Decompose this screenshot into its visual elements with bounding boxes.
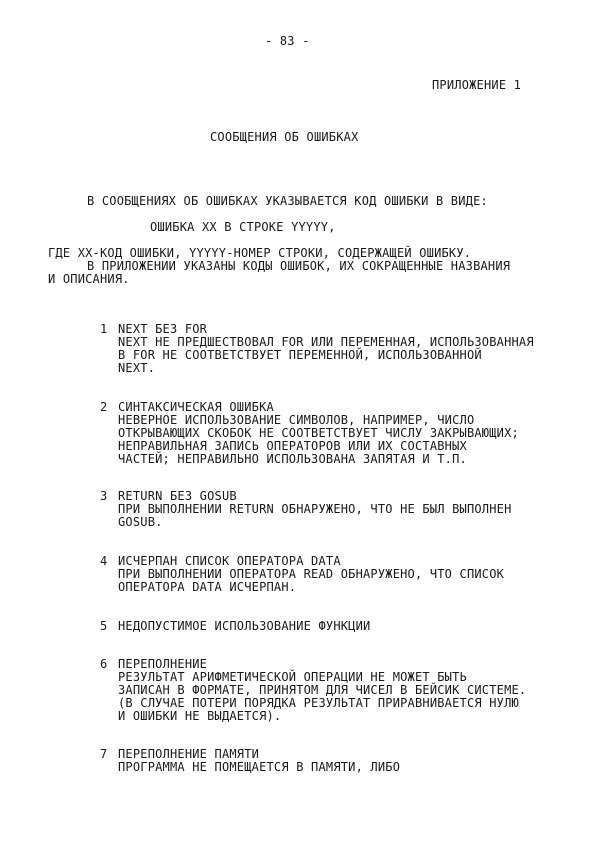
description-line: NEXT. [118,361,156,375]
description-line: В FOR НЕ СООТВЕТСТВУЕТ ПЕРЕМЕННОЙ, ИСПОЛЬЗОВАННОЙ [118,348,482,362]
error-name: СИНТАКСИЧЕСКАЯ ОШИБКА [118,400,274,414]
error-description [118,671,548,723]
page-number: - 83 - [265,34,310,48]
description-line: NEXT НЕ ПРЕДШЕСТВОВАЛ FOR ИЛИ ПЕРЕМЕННАЯ, ИСПОЛЬЗОВАННАЯ [118,335,534,349]
error-code: 2 [100,400,108,414]
error-description [118,336,548,375]
description-line: GOSUB. [118,515,163,529]
appendix-label: ПРИЛОЖЕНИЕ 1 [432,78,522,92]
description-line: И ОШИБКИ НЕ ВЫДАЕТСЯ). [118,709,282,723]
description-line: ОПЕРАТОРА DATA ИСЧЕРПАН. [118,580,297,594]
intro-line: В СООБЩЕНИЯХ ОБ ОШИБКАХ УКАЗЫВАЕТСЯ КОД ОШИБКИ В ВИДЕ: [87,194,488,208]
intro-line: В ПРИЛОЖЕНИИ УКАЗАНЫ КОДЫ ОШИБОК, ИХ СОКРАЩЕННЫЕ НАЗВАНИЯ [87,259,511,273]
error-code: 4 [100,554,108,568]
description-line: ПРОГРАММА НЕ ПОМЕЩАЕТСЯ В ПАМЯТИ, ЛИБО [118,760,401,774]
error-name: ПЕРЕПОЛНЕНИЕ [118,657,208,671]
error-description [118,503,548,529]
intro-line: ГДЕ XX-КОД ОШИБКИ, YYYYY-НОМЕР СТРОКИ, СОДЕРЖАЩЕЙ ОШИБКУ. [48,246,472,260]
error-code: 1 [100,322,108,336]
intro-line: И ОПИСАНИЯ. [48,272,130,286]
error-name: ПЕРЕПОЛНЕНИЕ ПАМЯТИ [118,747,260,761]
error-format-example: ОШИБКА XX В СТРОКЕ YYYYY, [150,220,336,234]
description-line: (В СЛУЧАЕ ПОТЕРИ ПОРЯДКА РЕЗУЛЬТАТ ПРИРАВНИВАЕТСЯ НУЛЮ [118,696,519,710]
description-line: ЧАСТЕЙ; НЕПРАВИЛЬНО ИСПОЛЬЗОВАНА ЗАПЯТАЯ И Т.П. [118,452,467,466]
error-name: NEXT БЕЗ FOR [118,322,208,336]
error-description [118,414,548,466]
description-line: НЕПРАВИЛЬНАЯ ЗАПИСЬ ОПЕРАТОРОВ ИЛИ ИХ СОСТАВНЫХ [118,439,467,453]
error-name: НЕДОПУСТИМОЕ ИСПОЛЬЗОВАНИЕ ФУНКЦИИ [118,619,371,633]
error-name: RETURN БЕЗ GOSUB [118,489,237,503]
error-code: 6 [100,657,108,671]
description-line: ПРИ ВЫПОЛНЕНИИ RETURN ОБНАРУЖЕНО, ЧТО НЕ БЫЛ ВЫПОЛНЕН [118,502,512,516]
description-line: РЕЗУЛЬТАТ АРИФМЕТИЧЕСКОЙ ОПЕРАЦИИ НЕ МОЖЕТ БЫТЬ [118,670,467,684]
description-line: ПРИ ВЫПОЛНЕНИИ ОПЕРАТОРА READ ОБНАРУЖЕНО, ЧТО СПИСОК [118,567,505,581]
error-code: 7 [100,747,108,761]
description-line: ЗАПИСАН В ФОРМАТЕ, ПРИНЯТОМ ДЛЯ ЧИСЕЛ В БЕЙСИК СИСТЕМЕ. [118,683,527,697]
page-title: СООБЩЕНИЯ ОБ ОШИБКАХ [210,130,359,144]
error-description [118,761,548,774]
error-code: 3 [100,489,108,503]
error-name: ИСЧЕРПАН СПИСОК ОПЕРАТОРА DATA [118,554,341,568]
error-description [118,568,548,594]
description-line: НЕВЕРНОЕ ИСПОЛЬЗОВАНИЕ СИМВОЛОВ, НАПРИМЕР, ЧИСЛО [118,413,475,427]
error-code: 5 [100,619,108,633]
description-line: ОТКРЫВАЮЩИХ СКОБОК НЕ СООТВЕТСТВУЕТ ЧИСЛУ ЗАКРЫВАЮЩИХ; [118,426,519,440]
